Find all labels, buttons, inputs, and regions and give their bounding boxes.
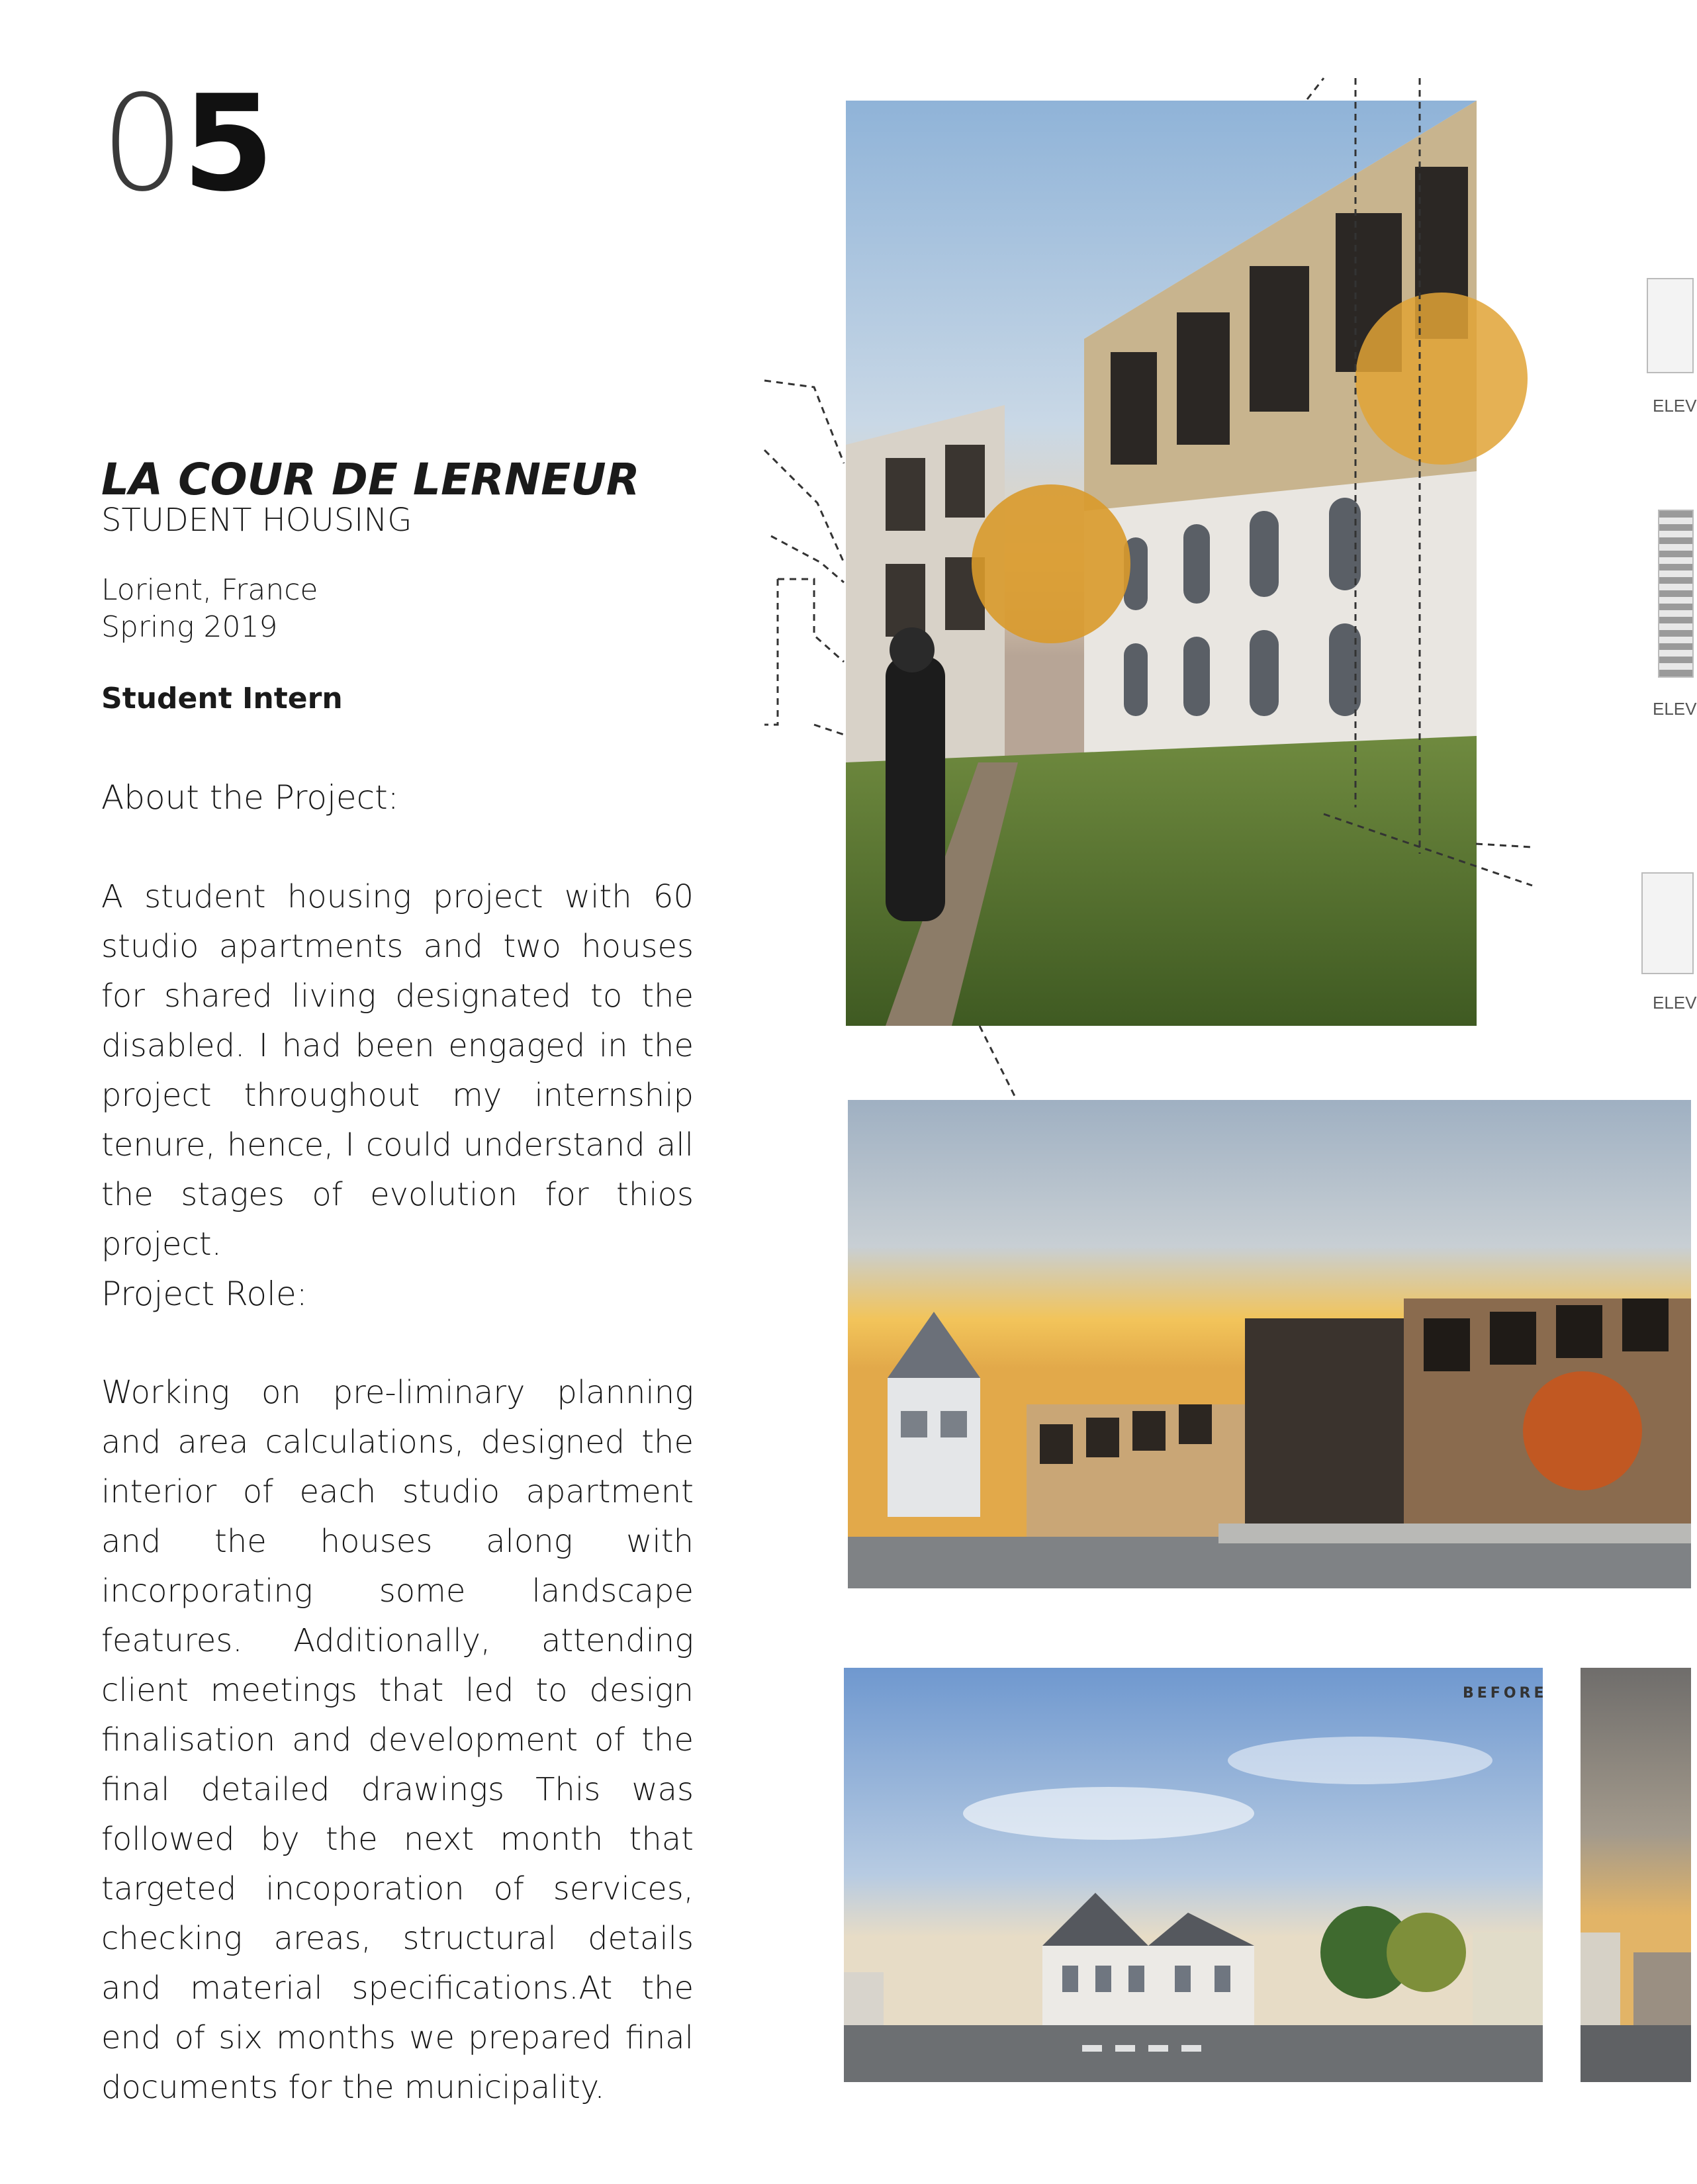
page-number-light: 0 [101, 67, 183, 221]
project-role-heading: Project Role: [101, 1275, 308, 1313]
elevation-thumbnail [1647, 278, 1694, 373]
before-photo-image [844, 1668, 1543, 2082]
project-role-label: Student Intern [101, 682, 343, 715]
project-role-paragraph: Working on pre-liminary planning and area calculations, designed the interior of each studio apartment and the houses along with incorporating some landscape features. Additionally, attending client meetings that led to design finalisation and development of the final detailed drawings This was followed by the next month that targeted incoporation of services, checking areas, structural details and material specifications.At the end of six months we prepared final documents for the municipality. [101, 1374, 694, 2106]
project-meta [101, 572, 318, 646]
street-render-image [848, 1100, 1691, 1588]
elevation-thumbnail [1658, 510, 1694, 678]
page-number [101, 67, 272, 221]
elevation-label: ELEV [1653, 699, 1697, 719]
page-number-bold: 5 [182, 67, 272, 221]
courtyard-render-image [846, 101, 1477, 1026]
project-date: Spring 2019 [101, 610, 278, 644]
after-photo-image [1581, 1668, 1691, 2082]
project-title: LA COUR DE LERNEUR [101, 454, 640, 505]
elevation-thumbnail [1641, 872, 1694, 974]
about-heading: About the Project: [101, 778, 399, 817]
elevation-label: ELEV [1653, 993, 1697, 1013]
before-label: BEFORE [1463, 1685, 1547, 1702]
project-subtitle: STUDENT HOUSING [101, 502, 412, 539]
elevation-label: ELEV [1653, 396, 1697, 416]
about-paragraph: A student housing project with 60 studio apartments and two houses for shared living designated to the disabled. I had been engaged in the project throughout my internship tenure, hence, I could understand all the stages of evolution for thios project. [101, 878, 694, 1263]
project-location: Lorient, France [101, 573, 318, 607]
